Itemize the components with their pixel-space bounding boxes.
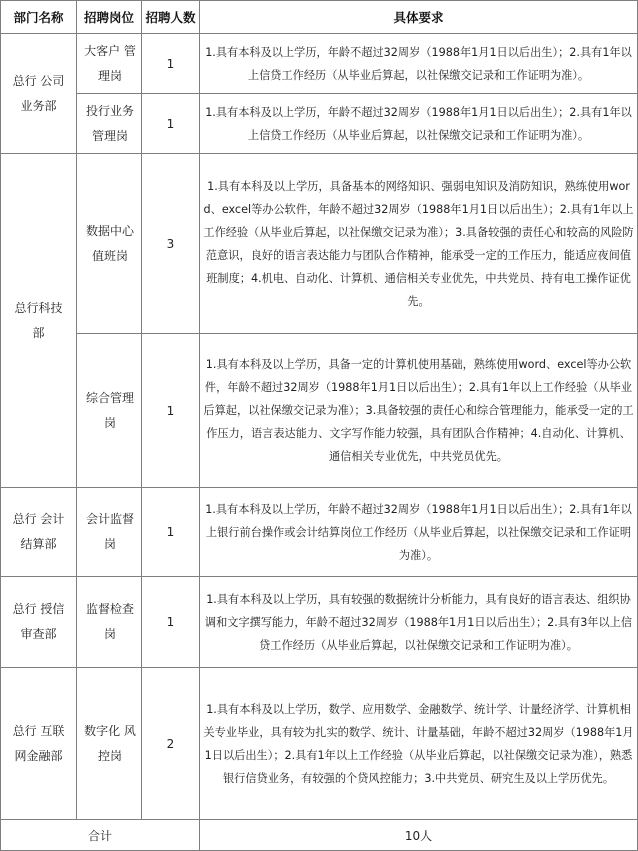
department-cell: 总行 授信审查部 bbox=[1, 577, 77, 668]
table-row bbox=[1, 94, 638, 154]
requirements-cell: 1.具有本科及以上学历，年龄不超过32周岁（1988年1月1日以后出生）；2.具有1年以上银行前台操作或会计结算岗位工作经历（从毕业后算起，以社保缴交记录和工作证明为准）。 bbox=[200, 488, 638, 577]
table-row bbox=[1, 668, 638, 820]
position-cell: 投行业务管理岗 bbox=[77, 94, 142, 154]
header-row bbox=[1, 1, 638, 34]
count-cell: 2 bbox=[142, 668, 200, 820]
requirements-cell: 1.具有本科及以上学历，年龄不超过32周岁（1988年1月1日以后出生）；2.具有1年以上信贷工作经历（从毕业后算起，以社保缴交记录和工作证明为准）。 bbox=[200, 94, 638, 154]
header-department: 部门名称 bbox=[1, 1, 77, 34]
count-cell: 1 bbox=[142, 34, 200, 94]
position-cell: 大客户 管理岗 bbox=[77, 34, 142, 94]
department-cell: 总行科技部 bbox=[1, 154, 77, 488]
total-row bbox=[1, 820, 638, 851]
position-cell: 监督检查岗 bbox=[77, 577, 142, 668]
count-cell: 1 bbox=[142, 334, 200, 488]
header-count: 招聘人数 bbox=[142, 1, 200, 34]
table-row bbox=[1, 488, 638, 577]
position-cell: 会计监督岗 bbox=[77, 488, 142, 577]
table-row bbox=[1, 334, 638, 488]
requirements-cell: 1.具有本科及以上学历，具有较强的数据统计分析能力，具有良好的语言表达、组织协调和文字撰写能力，年龄不超过32周岁（1988年1月1日以后出生）；2.具有3年以上信贷工作经历（从毕业后算起，以社保缴交记录和工作证明为准）。 bbox=[200, 577, 638, 668]
department-cell: 总行 互联网金融部 bbox=[1, 668, 77, 820]
requirements-cell: 1.具有本科及以上学历，数学、应用数学、金融数学、统计学、计量经济学、计算机相关专业毕业，具有较为扎实的数学、统计、计量基础，年龄不超过32周岁（1988年1月1日以后出生）；2.具有1年以上工作经验（从毕业后算起，以社保缴交记录为准），熟悉银行信贷业务，有较强的个贷风控能力；3.中共党员、研究生及以上学历优先。 bbox=[200, 668, 638, 820]
count-cell: 1 bbox=[142, 577, 200, 668]
table-row bbox=[1, 34, 638, 94]
position-cell: 数据中心值班岗 bbox=[77, 154, 142, 334]
header-requirements: 具体要求 bbox=[200, 1, 638, 34]
header-position: 招聘岗位 bbox=[77, 1, 142, 34]
table-row bbox=[1, 154, 638, 334]
requirements-cell: 1.具有本科及以上学历，年龄不超过32周岁（1988年1月1日以后出生）；2.具有1年以上信贷工作经历（从毕业后算起，以社保缴交记录和工作证明为准）。 bbox=[200, 34, 638, 94]
requirements-cell: 1.具有本科及以上学历，具备一定的计算机使用基础，熟练使用word、excel等办公软件，年龄不超过32周岁（1988年1月1日以后出生）；2.具有1年以上工作经验（从毕业后算起，以社保缴交记录为准）；3.具备较强的责任心和综合管理能力，能承受一定的工作压力，语言表达能力、文字写作能力较强，具有团队合作精神；4.自动化、计算机、通信相关专业优先，中共党员优先。 bbox=[200, 334, 638, 488]
total-value: 10人 bbox=[200, 820, 638, 851]
count-cell: 1 bbox=[142, 94, 200, 154]
department-cell: 总行 公司业务部 bbox=[1, 34, 77, 154]
total-label: 合计 bbox=[1, 820, 200, 851]
count-cell: 3 bbox=[142, 154, 200, 334]
position-cell: 综合管理岗 bbox=[77, 334, 142, 488]
position-cell: 数字化 风控岗 bbox=[77, 668, 142, 820]
table-row bbox=[1, 577, 638, 668]
department-cell: 总行 会计结算部 bbox=[1, 488, 77, 577]
requirements-cell: 1.具有本科及以上学历，具备基本的网络知识、强弱电知识及消防知识，熟练使用word、excel等办公软件，年龄不超过32周岁（1988年1月1日以后出生）；2.具有1年以上工作经验（从毕业后算起，以社保缴交记录为准）；3.具备较强的责任心和较高的风险防范意识，良好的语言表达能力与团队合作精神，能承受一定的工作压力，能适应夜间值班制度；4.机电、自动化、计算机、通信相关专业优先，中共党员、持有电工操作证优先。 bbox=[200, 154, 638, 334]
count-cell: 1 bbox=[142, 488, 200, 577]
